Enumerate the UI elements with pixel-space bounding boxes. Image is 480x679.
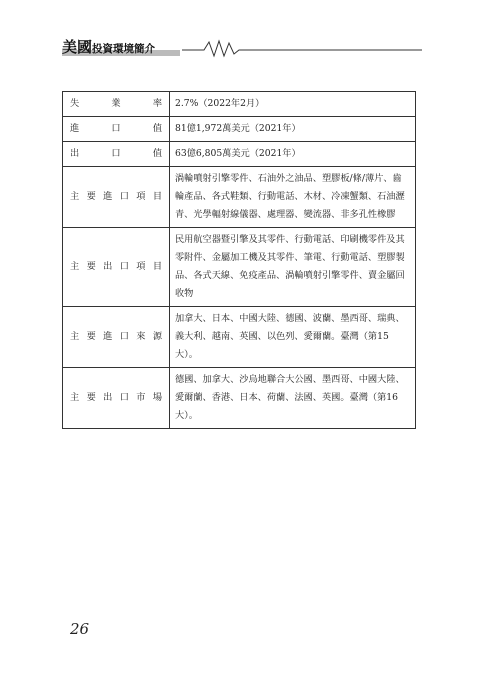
row-label-char: 場 — [152, 392, 162, 403]
row-label-char: 口 — [111, 148, 121, 159]
table-row — [63, 142, 416, 167]
row-label-char: 出 — [103, 392, 113, 403]
row-label-char: 項 — [136, 191, 146, 202]
row-label-char: 要 — [86, 191, 96, 202]
table-row — [63, 368, 416, 429]
row-label-char: 業 — [111, 98, 121, 109]
page-number: 26 — [70, 620, 90, 638]
row-value: 63億6,805萬美元（2021年） — [170, 142, 416, 167]
row-label-char: 值 — [152, 148, 162, 159]
row-label-char: 目 — [152, 191, 162, 202]
row-label-char: 主 — [70, 191, 80, 202]
row-label-char: 口 — [119, 331, 129, 342]
row-value: 2.7%（2022年2月） — [170, 92, 416, 117]
info-table — [62, 91, 416, 429]
row-label-char: 市 — [136, 392, 146, 403]
row-label — [63, 307, 170, 368]
row-label-char: 出 — [70, 148, 80, 159]
row-label — [63, 167, 170, 228]
table-row — [63, 92, 416, 117]
row-value: 加拿大、日本、中國大陸、德國、波蘭、墨西哥、瑞典、義大利、越南、英國、以色列、愛爾蘭。臺灣（第15大）。 — [170, 307, 416, 368]
row-value: 渦輪噴射引擎零件、石油外之油品、塑膠板/條/薄片、齒輪產品、各式鞋類、行動電話、木材、冷凍蟹類、石油瀝青、光學輻射線儀器、處理器、變流器、非多孔性橡膠 — [170, 167, 416, 228]
header-title — [62, 36, 155, 57]
row-label-char: 進 — [70, 123, 80, 134]
row-label-char: 率 — [152, 98, 162, 109]
row-label-char: 進 — [103, 331, 113, 342]
row-label-char: 值 — [152, 123, 162, 134]
table-row — [63, 228, 416, 307]
header-wave-line — [182, 38, 422, 58]
row-value: 民用航空器暨引擎及其零件、行動電話、印刷機零件及其零附件、金屬加工機及其零件、筆電、行動電話、塑膠製品、各式天線、免疫產品、渦輪噴射引擎零件、賣金屬回收物 — [170, 228, 416, 307]
row-label-char: 進 — [103, 191, 113, 202]
row-label-char: 口 — [111, 123, 121, 134]
table-row — [63, 167, 416, 228]
row-label-char: 源 — [152, 331, 162, 342]
row-value: 德國、加拿大、沙烏地聯合大公國、墨西哥、中國大陸、愛爾蘭、香港、日本、荷蘭、法國、英國。臺灣（第16大）。 — [170, 368, 416, 429]
row-label-char: 目 — [152, 261, 162, 272]
row-label-char: 要 — [86, 261, 96, 272]
row-label-char: 主 — [70, 392, 80, 403]
row-label — [63, 368, 170, 429]
row-value: 81億1,972萬美元（2021年） — [170, 117, 416, 142]
header-title-country: 美國 — [62, 38, 93, 56]
table-row — [63, 307, 416, 368]
row-label — [63, 228, 170, 307]
row-label-char: 失 — [70, 98, 80, 109]
header-title-subject: 投資環境簡介 — [92, 43, 156, 55]
row-label-char: 來 — [136, 331, 146, 342]
table-row — [63, 117, 416, 142]
page-header — [62, 36, 422, 60]
row-label-char: 口 — [119, 261, 129, 272]
row-label-char: 要 — [86, 331, 96, 342]
row-label-char: 要 — [86, 392, 96, 403]
row-label-char: 口 — [119, 392, 129, 403]
row-label — [63, 142, 170, 167]
row-label-char: 出 — [103, 261, 113, 272]
row-label-char: 口 — [119, 191, 129, 202]
row-label — [63, 92, 170, 117]
row-label-char: 主 — [70, 261, 80, 272]
row-label-char: 主 — [70, 331, 80, 342]
row-label — [63, 117, 170, 142]
row-label-char: 項 — [136, 261, 146, 272]
